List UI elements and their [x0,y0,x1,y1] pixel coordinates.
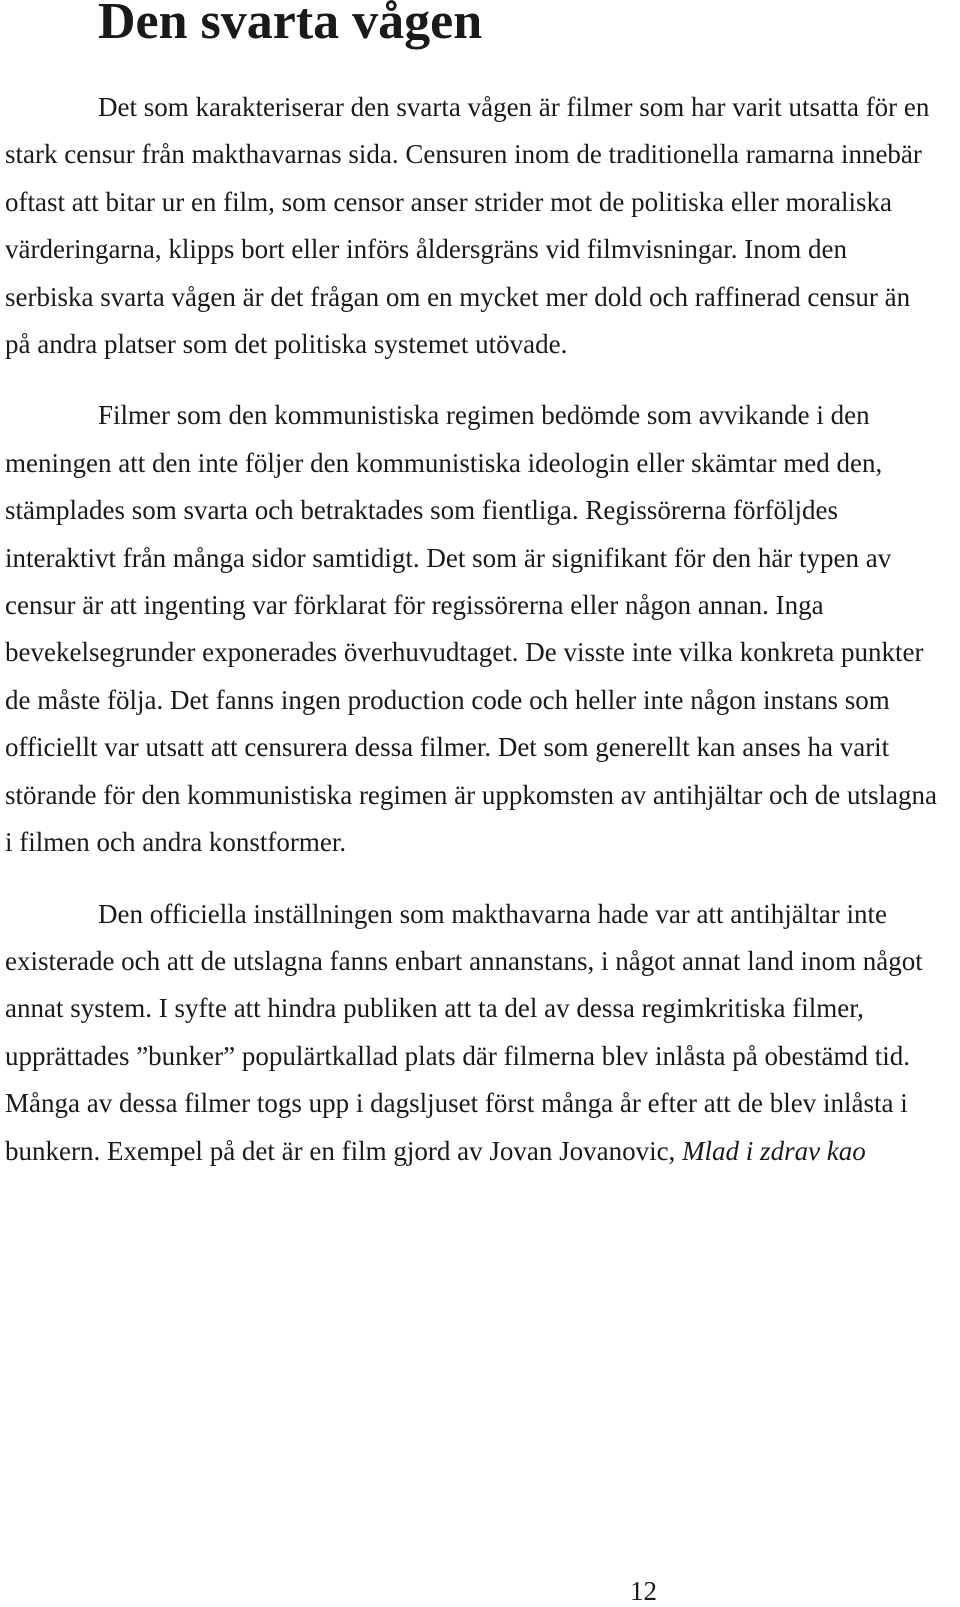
body-text [5,84,940,1199]
paragraph-3-text: Den officiella inställningen som makthavarna hade var att antihjältar inte existerade och att de utslagna fanns enbart annanstans, i något annat land inom något annat system. I syfte att hindra publiken att ta del av dessa regimkritiska filmer, upprättades ”bunker” populärtkallad plats där filmerna blev inlåsta på obestämd tid. Många av dessa filmer togs upp i dagsljuset först många år efter att de blev inlåsta i bunkern. Exempel på det är en film gjord av Jovan Jovanovic, [5,898,923,1166]
page-title: Den svarta vågen [98,0,483,50]
paragraph-1: Det som karakteriserar den svarta vågen är filmer som har varit utsatta för en stark censur från makthavarnas sida. Censuren inom de traditionella ramarna innebär oftast att bitar ur en film, som censor anser strider mot de politiska eller moraliska värderingarna, klipps bort eller införs åldersgräns vid filmvisningar. Inom den serbiska svarta vågen är det frågan om en mycket mer dold och raffinerad censur än på andra platser som det politiska systemet utövade. [5,92,930,360]
paragraph-2: Filmer som den kommunistiska regimen bedömde som avvikande i den meningen att den inte följer den kommunistiska ideologin eller skämtar med den, stämplades som svarta och betraktades som fientliga. Regissörerna förföljdes interaktivt från många sidor samtidigt. Det som är signifikant för den här typen av censur är att ingenting var förklarat för regissörerna eller någon annan. Inga bevekelsegrunder exponerades överhuvudtaget. De visste inte vilka konkreta punkter de måste följa. Det fanns ingen production code och heller inte någon instans som officiellt var utsatt att censurera dessa filmer. Det som generellt kan anses ha varit störande för den kommunistiska regimen är uppkomsten av antihjältar och de utslagna i filmen och andra konstformer. [5,400,938,858]
paragraph-3 [5,891,940,1175]
film-title: Mlad i zdrav kao [682,1135,866,1166]
page-number: 12 [630,1576,657,1606]
